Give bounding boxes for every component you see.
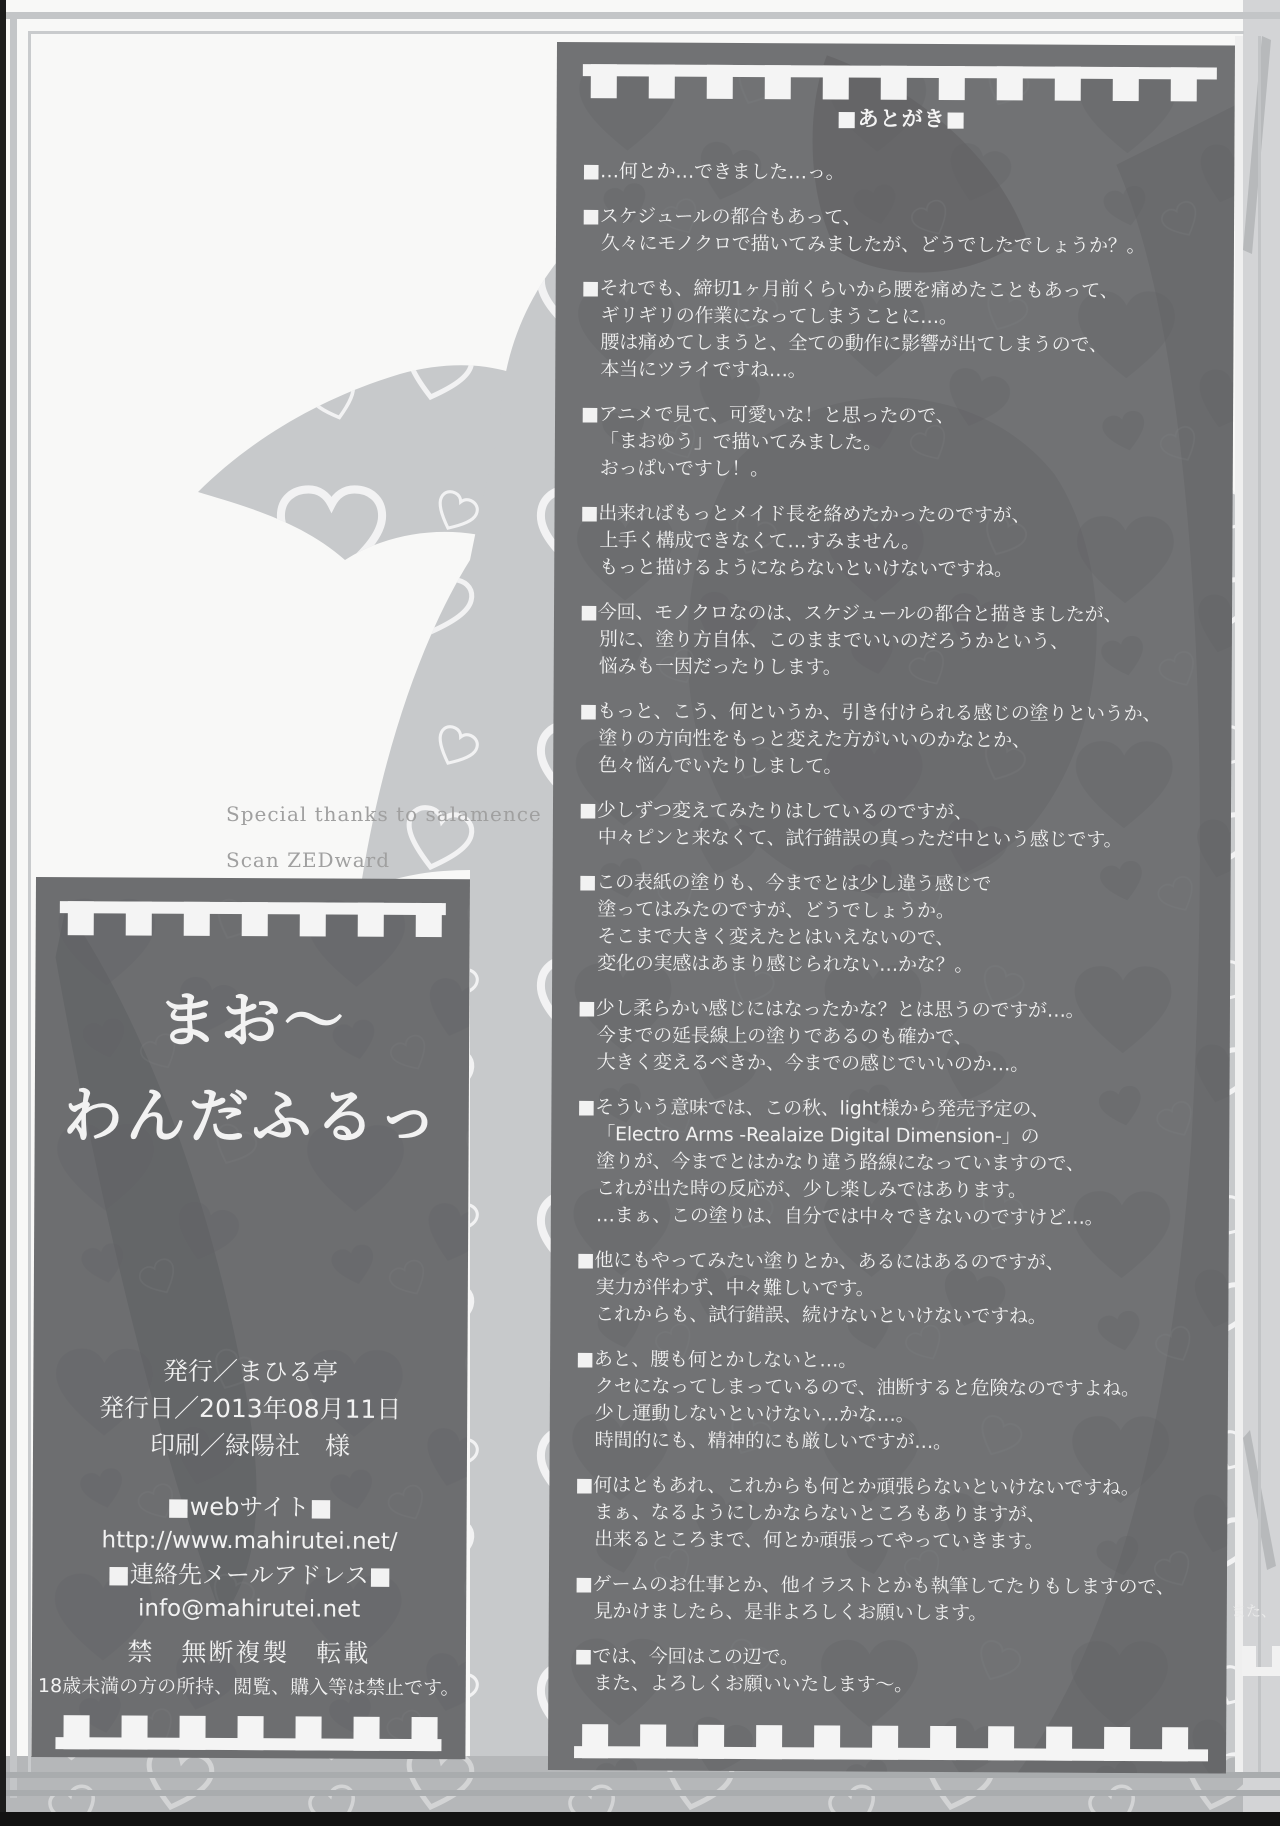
website-url: http://www.mahirutei.net/ [101,1527,398,1555]
afterword-paragraph: ■では、今回はこの辺で。 また、よろしくお願いいたします〜。 [574,1645,914,1696]
right-edge-column [1243,0,1280,1826]
afterword-paragraph: ■…何とか…できました…っ。 [582,160,845,184]
age-warning: 18歳未満の方の所持、閲覧、購入等は禁止です。 [37,1675,460,1700]
afterword-paragraph: ■もっと、こう、何というか、引き付けられる感じの塗りというか、 塗りの方向性をもっと変えた方がいいのかなとか、 色々悩んでいたりしまして。 [579,700,1162,778]
page-frame-right [1235,36,1243,1776]
afterword-paragraph: ■今回、モノクロなのは、スケジュールの都合と描きましたが、 別に、塗り方自体、このままでいいのだろうかという、 悩みも一因だったりします。 [579,601,1123,679]
scan-edge-left [0,0,6,1826]
afterword-paragraph: ■そういう意味では、この秋、light様から発売予定の、 「Electro Arms -Realaize Digital Dimension-」の 塗りが、今までとはかなり違う路線になっていますので、 これが出た時の反応が、少し楽しみではあります。 …まぁ、この塗りは、自分では中々できないのですけど…。 [577,1096,1104,1229]
checker-border-icon [55,1715,441,1751]
page-frame-bottom-outer [6,1772,1280,1778]
page-frame-top [6,12,1280,19]
afterword-paragraph: ■この表紙の塗りも、今までとは少し違う感じで 塗ってはみたのですが、どうでしょうか。 そこまで大きく変えたとはいえないので、 変化の実感はあまり感じられない…かな？。 [578,871,992,977]
scan-edge-bottom [0,1812,1280,1826]
checker-border-icon [60,901,446,937]
mail-address: info@mahirutei.net [137,1595,361,1623]
scan-credit-thanks: Special thanks to salamence [226,802,542,826]
website-label: ■webサイト■ [166,1492,333,1522]
checker-border-icon [574,1724,1208,1761]
afterword-paragraph: ■あと、腰も何とかしないと…。 クセになってしまっているので、油断すると危険なのですよね。 少し運動しないといけない…かな…。 時間的にも、精神的にも厳しいですが…。 [576,1348,1140,1454]
publisher-info: 発行／まひる亭 発行日／2013年08月11日 印刷／緑陽社 様 [99,1356,402,1461]
scan-credit-scanner: Scan ZEDward [226,848,391,872]
afterword-paragraph: ■スケジュールの都合もあって、 久々にモノクロで描いてみましたが、どうでしたでしょうか？。 [582,205,1146,258]
afterword-heading: ■あとがき■ [836,106,967,132]
page-frame-left [10,12,17,1798]
afterword-paragraph: ■少しずつ変えてみたりはしているのですが、 中々ピンと来なくて、試行錯誤の真っただ中という感じです。 [578,799,1123,851]
afterword-paragraphs [574,158,1220,1700]
page-frame-left-inner [28,31,31,1773]
page-frame-bottom-inner [6,1790,1280,1796]
checker-border-icon [583,64,1217,101]
afterword-paragraph: ■それでも、締切1ヶ月前くらいから腰を痛めたこともあって、 ギリギリの作業になってしまうことに…。 腰は痛めてしまうと、全ての動作に影響が出てしまうので、 本当にツライですね…。 [581,277,1119,382]
afterword-paragraph: ■ゲームのお仕事とか、他イラストとかも執筆してたりもしますので、 見かけましたら、是非よろしくお願いします。 [574,1573,1175,1625]
mail-label: ■連絡先メールアドレス■ [107,1560,392,1590]
afterword-paragraph: ■出来ればもっとメイド長を絡めたかったのですが、 上手く構成できなくて…すみません。 もっと描けるようにならないといけないですね。 [580,502,1031,581]
afterword-content [574,102,1220,1700]
page-bleed-checker-fragment [1242,1646,1280,1676]
afterword-paragraph: ■少し柔らかい感じにはなったかな？とは思うのですが…。 今までの延長線上の塗りであるのも確かで、 大きく変えるべきか、今までの感じでいいのか…。 [577,997,1085,1076]
page-bleed-text: また、 [1230,1602,1276,1620]
copyright-warning: 禁 無断複製 転載 [127,1637,371,1668]
afterword-paragraph: ■他にもやってみたい塗りとか、あるにはあるのですが、 実力が伴わず、中々難しいです。 これからも、試行錯誤、続けないといけないですね。 [576,1249,1065,1328]
page-frame-top-inner [30,31,1244,34]
page-frame-right-inner [1258,36,1261,1776]
doujin-title: まお〜 わんだふるっ [62,985,441,1154]
afterword-paragraph: ■何はともあれ、これからも何とか頑張らないといけないですね。 まぁ、なるようにしかならないところもありますが、 出来るところまで、何とか頑張ってやっていきます。 [575,1474,1140,1553]
publication-panel [31,877,470,1759]
afterword-paragraph: ■アニメで見て、可愛いな！と思ったので、 「まおゆう」で描いてみました。 おっぱいですし！。 [580,403,955,481]
afterword-panel [548,42,1235,1774]
